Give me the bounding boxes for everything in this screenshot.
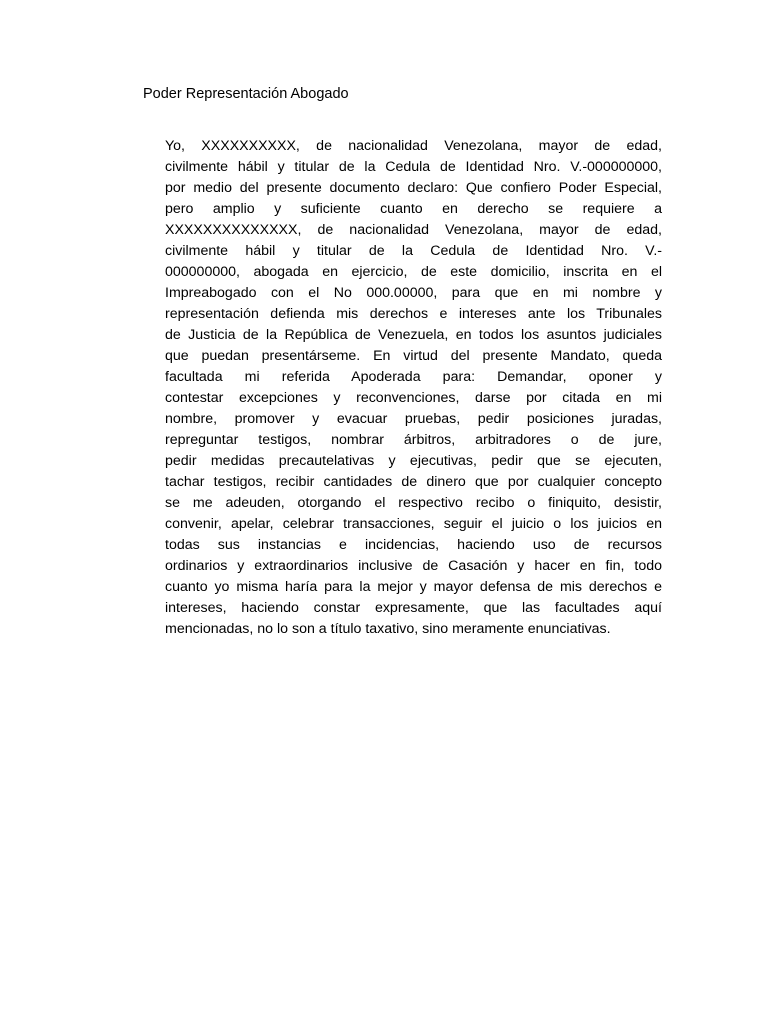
body-line: representación defienda mis derechos e intereses ante los Tribunales — [165, 306, 662, 322]
body-line: civilmente hábil y titular de la Cedula de Identidad Nro. V.-000000000, — [165, 159, 662, 175]
body-line: todas sus instancias e incidencias, haciendo uso de recursos — [165, 537, 662, 553]
body-line: civilmente hábil y titular de la Cedula de Identidad Nro. V.- — [165, 243, 662, 259]
body-line: ordinarios y extraordinarios inclusive de Casación y hacer en fin, todo — [165, 558, 662, 574]
body-line: 000000000, abogada en ejercicio, de este domicilio, inscrita en el — [165, 264, 662, 280]
body-line: facultada mi referida Apoderada para: Demandar, oponer y — [165, 369, 662, 385]
body-line: convenir, apelar, celebrar transacciones, seguir el juicio o los juicios en — [165, 516, 662, 532]
body-line: Yo, XXXXXXXXXX, de nacionalidad Venezolana, mayor de edad, — [165, 138, 662, 154]
document-body — [165, 136, 662, 640]
body-line-last: mencionadas, no lo son a título taxativo, sino meramente enunciativas. — [165, 621, 611, 637]
body-line: que puedan presentárseme. En virtud del presente Mandato, queda — [165, 348, 662, 364]
body-line: intereses, haciendo constar expresamente, que las facultades aquí — [165, 600, 662, 616]
body-line: repreguntar testigos, nombrar árbitros, arbitradores o de jure, — [165, 432, 662, 448]
body-line: tachar testigos, recibir cantidades de dinero que por cualquier concepto — [165, 474, 662, 490]
body-line: pero amplio y suficiente cuanto en derecho se requiere a — [165, 201, 662, 217]
body-line: cuanto yo misma haría para la mejor y mayor defensa de mis derechos e — [165, 579, 662, 595]
body-line: por medio del presente documento declaro: Que confiero Poder Especial, — [165, 180, 662, 196]
document-title: Poder Representación Abogado — [143, 86, 349, 102]
body-line: Impreabogado con el No 000.00000, para que en mi nombre y — [165, 285, 662, 301]
body-line: se me adeuden, otorgando el respectivo recibo o finiquito, desistir, — [165, 495, 662, 511]
body-line: pedir medidas precautelativas y ejecutivas, pedir que se ejecuten, — [165, 453, 662, 469]
body-line: XXXXXXXXXXXXXX, de nacionalidad Venezolana, mayor de edad, — [165, 222, 662, 238]
body-line: nombre, promover y evacuar pruebas, pedir posiciones juradas, — [165, 411, 662, 427]
body-line: contestar excepciones y reconvenciones, darse por citada en mi — [165, 390, 662, 406]
body-line: de Justicia de la República de Venezuela, en todos los asuntos judiciales — [165, 327, 662, 343]
